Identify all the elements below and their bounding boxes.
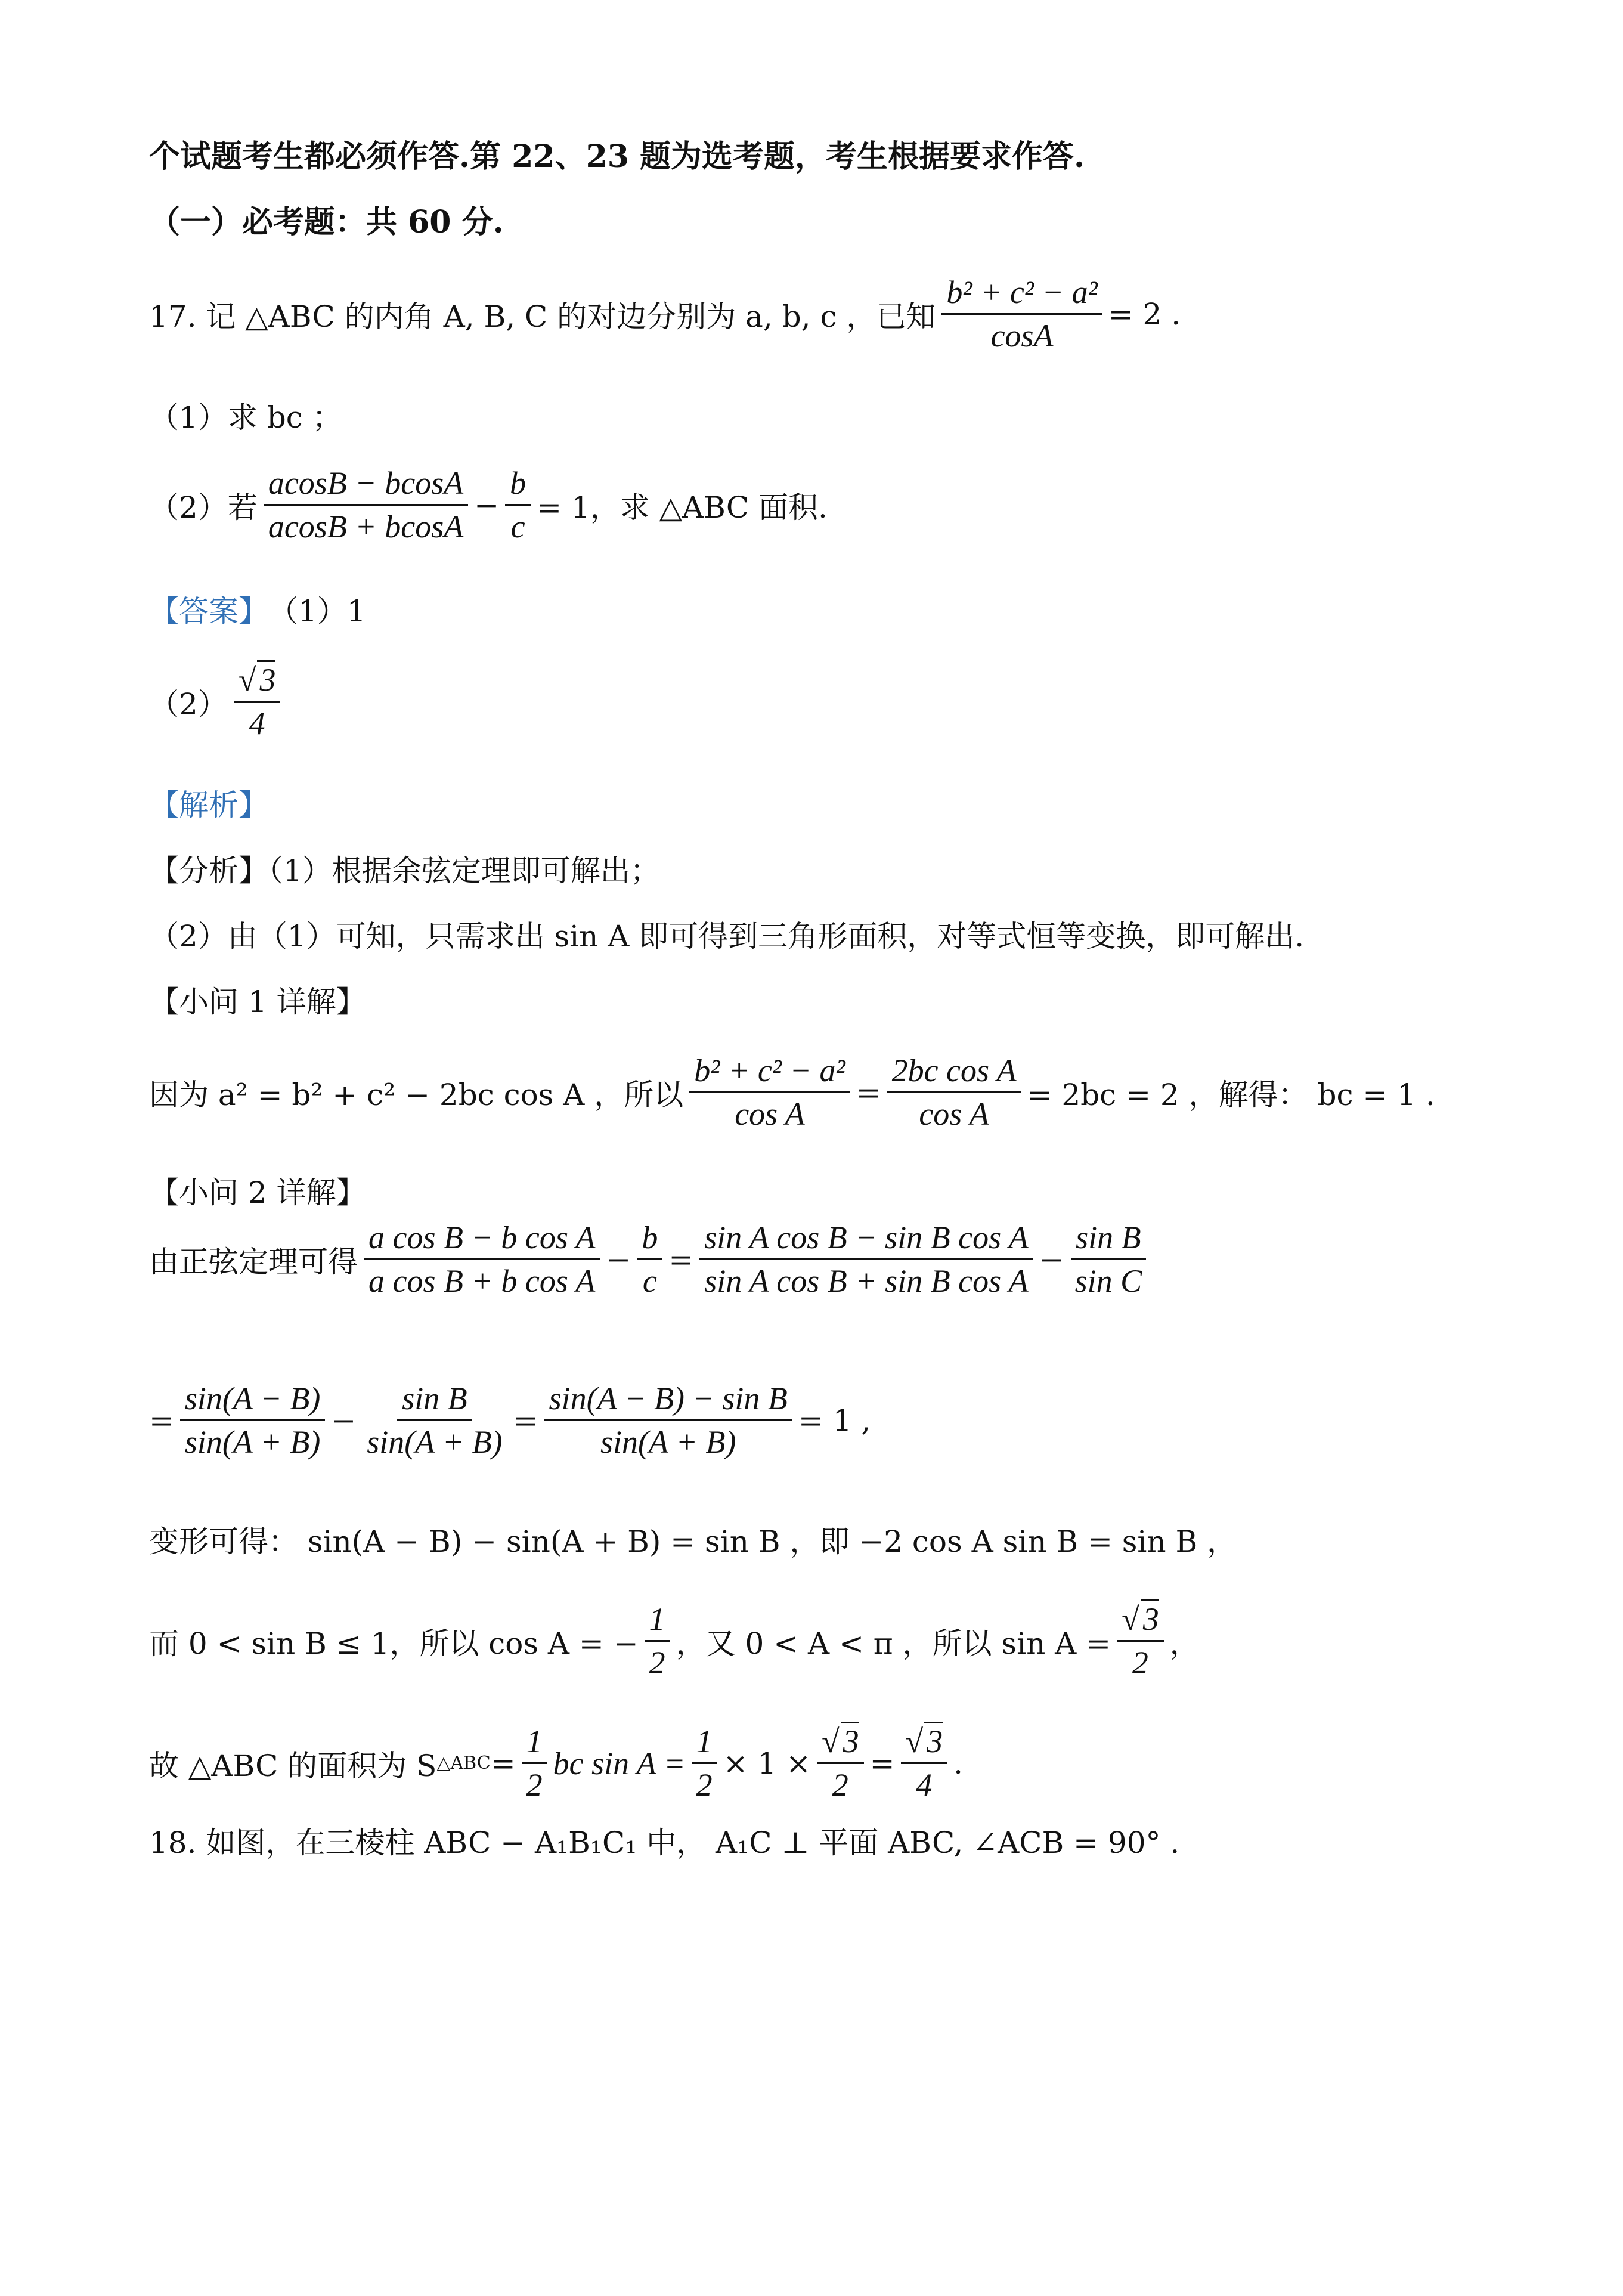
sub2-title <box>149 1169 366 1212</box>
fraction-denominator: sin C <box>1074 1263 1142 1299</box>
q17-part2-suffix: = 1，求 △ABC 面积. <box>537 490 828 525</box>
fraction-denominator: 2 <box>649 1645 665 1681</box>
fraction-numerator: sin B <box>1071 1217 1146 1260</box>
sub1-prefix: 因为 a² = b² + c² − 2bc cos A ，所以 <box>149 1077 684 1112</box>
fraction-numerator: 1 <box>692 1721 717 1764</box>
area-subscript: △ABC <box>436 1753 491 1774</box>
sqrt-radicand: 3 <box>257 660 275 698</box>
q17-part2-b-over-c <box>505 462 531 547</box>
q17-stem <box>149 271 1181 357</box>
fraction-denominator: cos A <box>735 1096 805 1132</box>
equals-sign: = <box>856 1075 881 1110</box>
analysis-1-text: 【分析】（1）根据余弦定理即可解出； <box>149 853 660 888</box>
fraction-numerator: sin(A − B) − sin B <box>544 1378 792 1421</box>
q18-stem <box>149 1819 1179 1862</box>
area-half-1 <box>522 1721 547 1806</box>
equals-sign: = <box>513 1403 538 1438</box>
intro-line-1 <box>149 131 1085 176</box>
fraction-denominator: c <box>642 1263 657 1299</box>
fraction-numerator: 1 <box>645 1598 670 1642</box>
l3-fraction-3 <box>544 1378 792 1463</box>
fraction-denominator: 2 <box>526 1767 543 1803</box>
minus-sign: − <box>474 487 500 522</box>
answer-part2-label: （2） <box>149 686 228 722</box>
fraction-denominator: cos A <box>919 1096 989 1132</box>
area-suffix: . <box>953 1746 964 1781</box>
fraction-denominator: 4 <box>249 705 265 741</box>
transform-text: 变形可得： sin(A − B) − sin(A + B) = sin B ，即 −2 cos A sin B = sin B ， <box>149 1524 1237 1559</box>
l5-fraction-half <box>645 1598 670 1684</box>
analysis-2-text: （2）由（1）可知，只需求出 sin A 即可得到三角形面积，对等式恒等变换，即可解出. <box>149 919 1305 954</box>
fraction-numerator: acosB − bcosA <box>264 462 468 506</box>
l5-mid: ，又 0 < A < π ，所以 sin A = <box>676 1626 1111 1661</box>
sqrt-radicand: 3 <box>1141 1599 1159 1637</box>
area-half-2 <box>692 1721 717 1806</box>
minus-sign: − <box>606 1242 631 1277</box>
l3-suffix: = 1 , <box>798 1403 871 1438</box>
fraction-denominator: sin(A + B) <box>367 1424 503 1460</box>
equals-sign: = <box>149 1403 174 1438</box>
sub2-title-text: 【小问 2 详解】 <box>149 1175 366 1210</box>
l5-prefix: 而 0 < sin B ≤ 1，所以 cos A = − <box>149 1626 639 1661</box>
q17-given-fraction <box>941 271 1102 357</box>
q17-part2-fraction <box>264 462 468 547</box>
fraction-denominator: sin(A + B) <box>600 1424 736 1460</box>
sub2-fraction-2 <box>699 1217 1033 1302</box>
sub2-fraction-3 <box>1070 1217 1147 1302</box>
fraction-denominator: 2 <box>1132 1645 1148 1681</box>
fraction-denominator: 4 <box>916 1767 933 1803</box>
fraction-numerator: b <box>637 1217 662 1260</box>
answer2-fraction: $\frac{√ 3}{4}$ <box>234 659 281 744</box>
q17-given-rhs: = 2 . <box>1108 296 1181 332</box>
fraction-numerator: b <box>505 462 531 506</box>
equals-sign: = <box>668 1242 694 1277</box>
fraction-numerator: b² + c² − a² <box>689 1050 850 1093</box>
area-sqrt3-over-4: $\frac{√ 3}{4}$ <box>901 1721 948 1806</box>
sub1-line <box>149 1050 1435 1135</box>
fraction-denominator: acosB + bcosA <box>268 509 464 544</box>
fraction-numerator: 1 <box>522 1721 547 1764</box>
fraction-numerator: sin A cos B − sin B cos A <box>699 1217 1033 1260</box>
area-line <box>149 1721 963 1806</box>
q17-answer2 <box>149 659 286 744</box>
fraction-denominator: sin A cos B + sin B cos A <box>704 1263 1029 1299</box>
fraction-denominator: 2 <box>696 1767 713 1803</box>
intro-text-1: 个试题考生都必须作答.第 22、23 题为选考题，考生根据要求作答. <box>149 138 1085 175</box>
q17-answer <box>149 587 366 630</box>
q17-part2 <box>149 462 828 547</box>
analysis-1 <box>149 847 660 890</box>
sub2-line-2 <box>149 1378 871 1463</box>
sub1-suffix: = 2bc = 2 ，解得： bc = 1 . <box>1027 1077 1435 1112</box>
area-mid-1: bc sin A = <box>553 1745 686 1781</box>
equals-sign: = <box>490 1746 516 1781</box>
fraction-denominator: 2 <box>832 1767 848 1803</box>
q17-stem-text: 17. 记 △ABC 的内角 A, B, C 的对边分别为 a, b, c ，已知 <box>149 299 936 334</box>
q17-part1-text: （1）求 bc ； <box>149 400 342 435</box>
cos-sin-line <box>149 1598 1200 1684</box>
sub2-b-over-c <box>637 1217 662 1302</box>
transform-line <box>149 1518 1237 1561</box>
sub2-line-1 <box>149 1217 1153 1302</box>
sub1-fraction-1 <box>689 1050 850 1135</box>
fraction-denominator: sin(A + B) <box>184 1424 321 1460</box>
q17-part2-prefix: （2）若 <box>149 490 258 525</box>
q18-stem-text: 18. 如图，在三棱柱 ABC − A₁B₁C₁ 中， A₁C ⊥ 平面 ABC, ∠ACB = 90° . <box>149 1825 1180 1860</box>
fraction-denominator: cosA <box>990 318 1054 354</box>
sub1-fraction-2 <box>887 1050 1021 1135</box>
l5-suffix: ， <box>1169 1626 1200 1661</box>
sqrt-radicand: 3 <box>841 1722 859 1759</box>
analysis-tag <box>149 781 268 824</box>
l3-fraction-2 <box>362 1378 507 1463</box>
minus-sign: − <box>1039 1242 1064 1277</box>
minus-sign: − <box>331 1403 357 1438</box>
fraction-numerator: a cos B − b cos A <box>364 1217 600 1260</box>
sub1-title-text: 【小问 1 详解】 <box>149 985 366 1019</box>
analysis-2 <box>149 912 1304 955</box>
analysis-tag-text: 【解析】 <box>149 788 268 822</box>
sub2-prefix: 由正弦定理可得 <box>149 1244 358 1279</box>
q17-part1 <box>149 394 342 437</box>
fraction-numerator: sin B <box>397 1378 472 1421</box>
answer-part1: （1）1 <box>268 594 366 629</box>
sub1-title <box>149 978 366 1021</box>
fraction-numerator: sin(A − B) <box>180 1378 325 1421</box>
l3-fraction-1 <box>180 1378 325 1463</box>
equals-sign: = <box>869 1746 895 1781</box>
answer-tag: 【答案】 <box>149 594 268 629</box>
fraction-numerator: b² + c² − a² <box>941 271 1102 315</box>
l5-fraction-sqrt3-2: $\frac{√ 3}{2}$ <box>1117 1598 1164 1684</box>
intro-line-2 <box>149 197 504 242</box>
intro-text-2: （一）必考题：共 60 分. <box>149 204 504 240</box>
area-sqrt3-over-2: $\frac{√ 3}{2}$ <box>817 1721 864 1806</box>
area-prefix: 故 △ABC 的面积为 S <box>149 1748 437 1783</box>
fraction-numerator: 2bc cos A <box>887 1050 1021 1093</box>
area-mid-2: × 1 × <box>723 1746 811 1781</box>
sub2-fraction-1 <box>364 1217 600 1302</box>
fraction-denominator: a cos B + b cos A <box>368 1263 596 1299</box>
fraction-denominator: c <box>510 509 525 544</box>
sqrt-radicand: 3 <box>924 1722 943 1759</box>
